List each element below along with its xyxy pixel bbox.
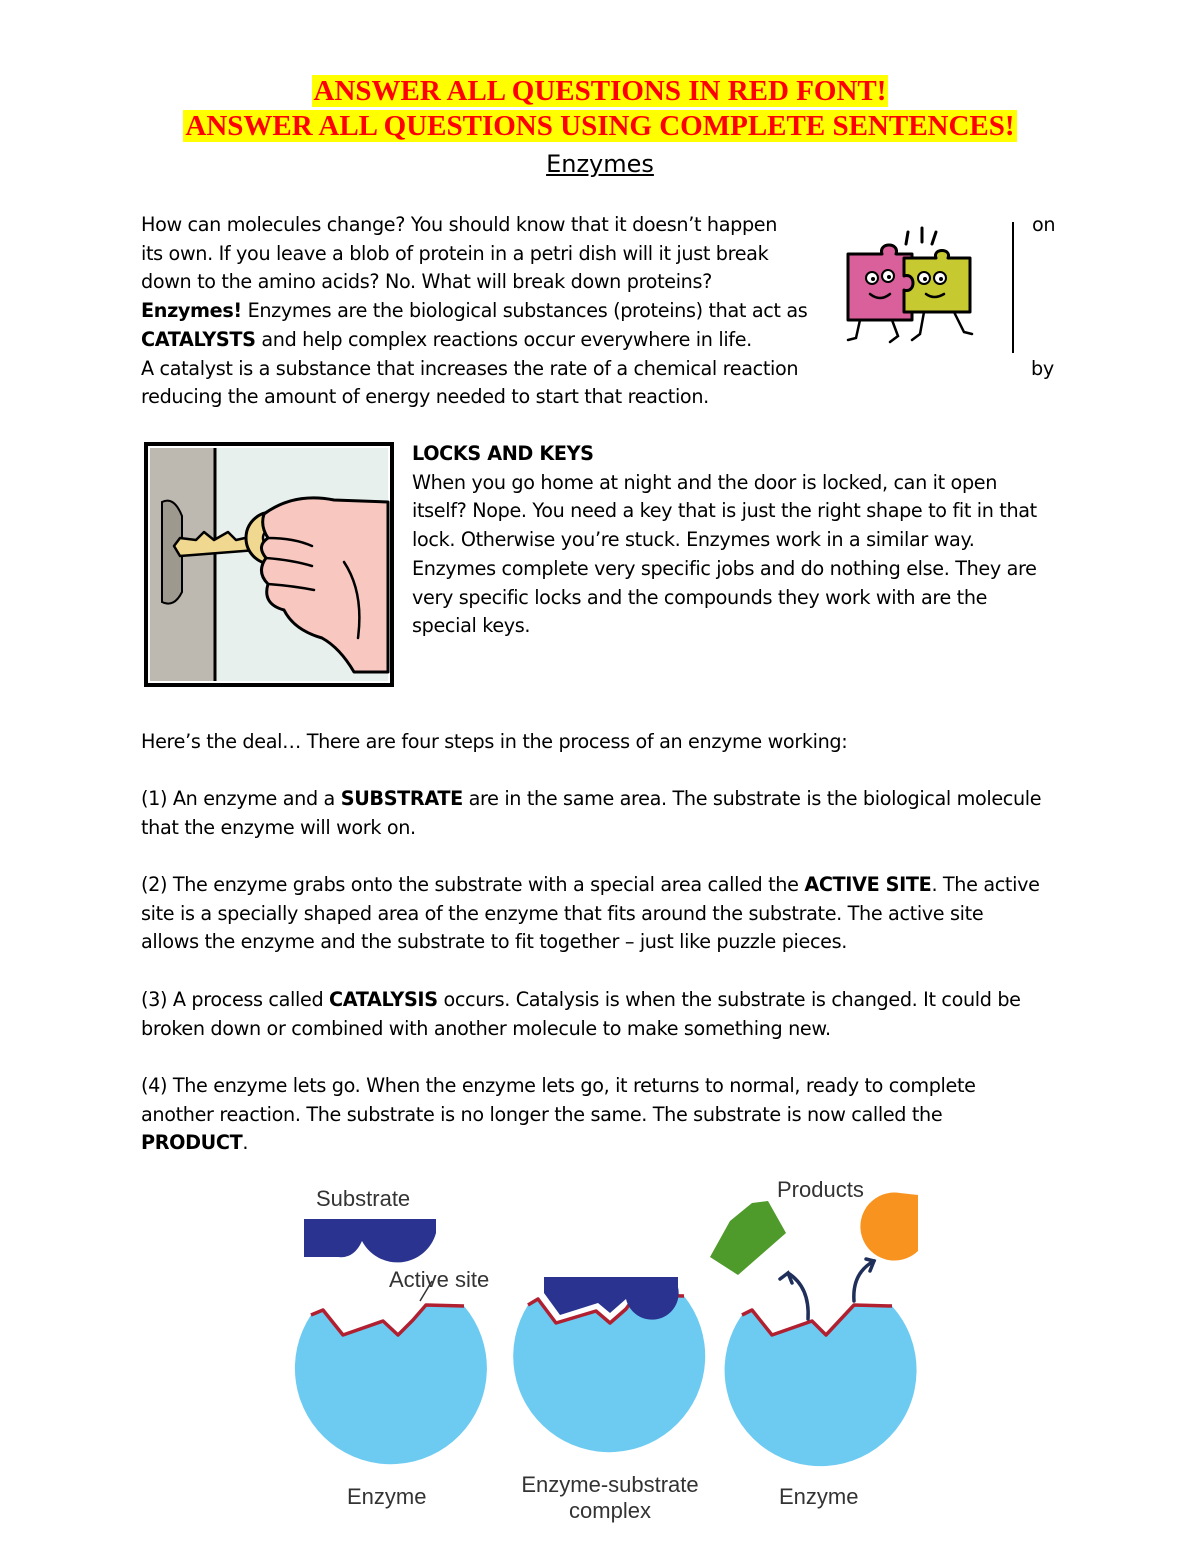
- label-active-site: Active site: [389, 1267, 490, 1292]
- intro-word-by: by: [1031, 357, 1054, 380]
- step-2: (2) The enzyme grabs onto the substrate with a special area called the ACTIVE SITE. The active site is a specially shaped area of the enzyme that fits around the substrate. The active site allows the enzyme and the substrate to fit together – just like puzzle pieces.: [141, 873, 1040, 954]
- enzyme-substrate-complex-shape: [513, 1277, 705, 1452]
- substrate-shape: [304, 1219, 436, 1262]
- step-1: (1) An enzyme and a SUBSTRATE are in the same area. The substrate is the biological molecule that the enzyme will work on.: [141, 787, 1042, 839]
- intro-line: CATALYSTS and help complex reactions occur everywhere in life.: [141, 327, 752, 351]
- intro-line: its own. If you leave a blob of protein in a petri dish will it just break: [141, 241, 769, 265]
- enzyme-2-shape: [725, 1305, 917, 1466]
- intro-line: How can molecules change? You should know that it doesn’t happen: [141, 213, 778, 236]
- locks-line: When you go home at night and the door is locked, can it open: [412, 470, 998, 494]
- product-green-shape: [710, 1201, 786, 1275]
- step-4: (4) The enzyme lets go. When the enzyme lets go, it returns to normal, ready to complete another reaction. The substrate is no longer the same. The substrate is now called the PRODUCT.: [141, 1074, 976, 1155]
- intro-line: A catalyst is a substance that increases the rate of a chemical reaction: [141, 356, 799, 380]
- label-enzyme-left: Enzyme: [347, 1484, 427, 1509]
- intro-line: reducing the amount of energy needed to start that reaction.: [141, 385, 709, 409]
- locks-line: lock. Otherwise you’re stuck. Enzymes work in a similar way.: [412, 528, 975, 552]
- instruction-red-font: ANSWER ALL QUESTIONS IN RED FONT!: [313, 75, 887, 107]
- intro-line: down to the amino acids? No. What will break down proteins?: [141, 270, 712, 294]
- locks-line: special keys.: [412, 614, 531, 638]
- intro-paragraph: [141, 211, 807, 412]
- locks-line: itself? Nope. You need a key that is just the right shape to fit in that: [412, 499, 1037, 523]
- intro-word-on: on: [1032, 213, 1056, 236]
- label-enzyme-right: Enzyme: [779, 1484, 859, 1509]
- label-enzyme-substrate-complex: Enzyme-substrate complex: [521, 1472, 699, 1523]
- locks-line: very specific locks and the compounds they work with are the: [412, 585, 988, 609]
- instruction-complete-sentences: ANSWER ALL QUESTIONS USING COMPLETE SENTENCES!: [185, 110, 1015, 142]
- puzzle-pieces-illustration: [842, 224, 982, 350]
- lock-and-key-illustration: [144, 442, 394, 687]
- deal-sentence: Here’s the deal… There are four steps in the process of an enzyme working:: [141, 730, 848, 753]
- enzyme-1-shape: [295, 1305, 487, 1464]
- section-heading: LOCKS AND KEYS: [412, 442, 594, 465]
- vertical-divider: [1012, 222, 1014, 353]
- intro-line: Enzymes! Enzymes are the biological substances (proteins) that act as: [141, 299, 808, 323]
- locks-line: Enzymes complete very specific jobs and do nothing else. They are: [412, 556, 1037, 580]
- page-title: Enzymes: [546, 150, 654, 178]
- label-substrate: Substrate: [316, 1186, 411, 1211]
- product-orange-shape: [860, 1193, 918, 1261]
- label-products: Products: [777, 1177, 864, 1202]
- step-3: (3) A process called CATALYSIS occurs. Catalysis is when the substrate is changed. It could be broken down or combined with another molecule to make something new.: [141, 988, 1021, 1040]
- locks-and-keys-section: [412, 440, 1037, 641]
